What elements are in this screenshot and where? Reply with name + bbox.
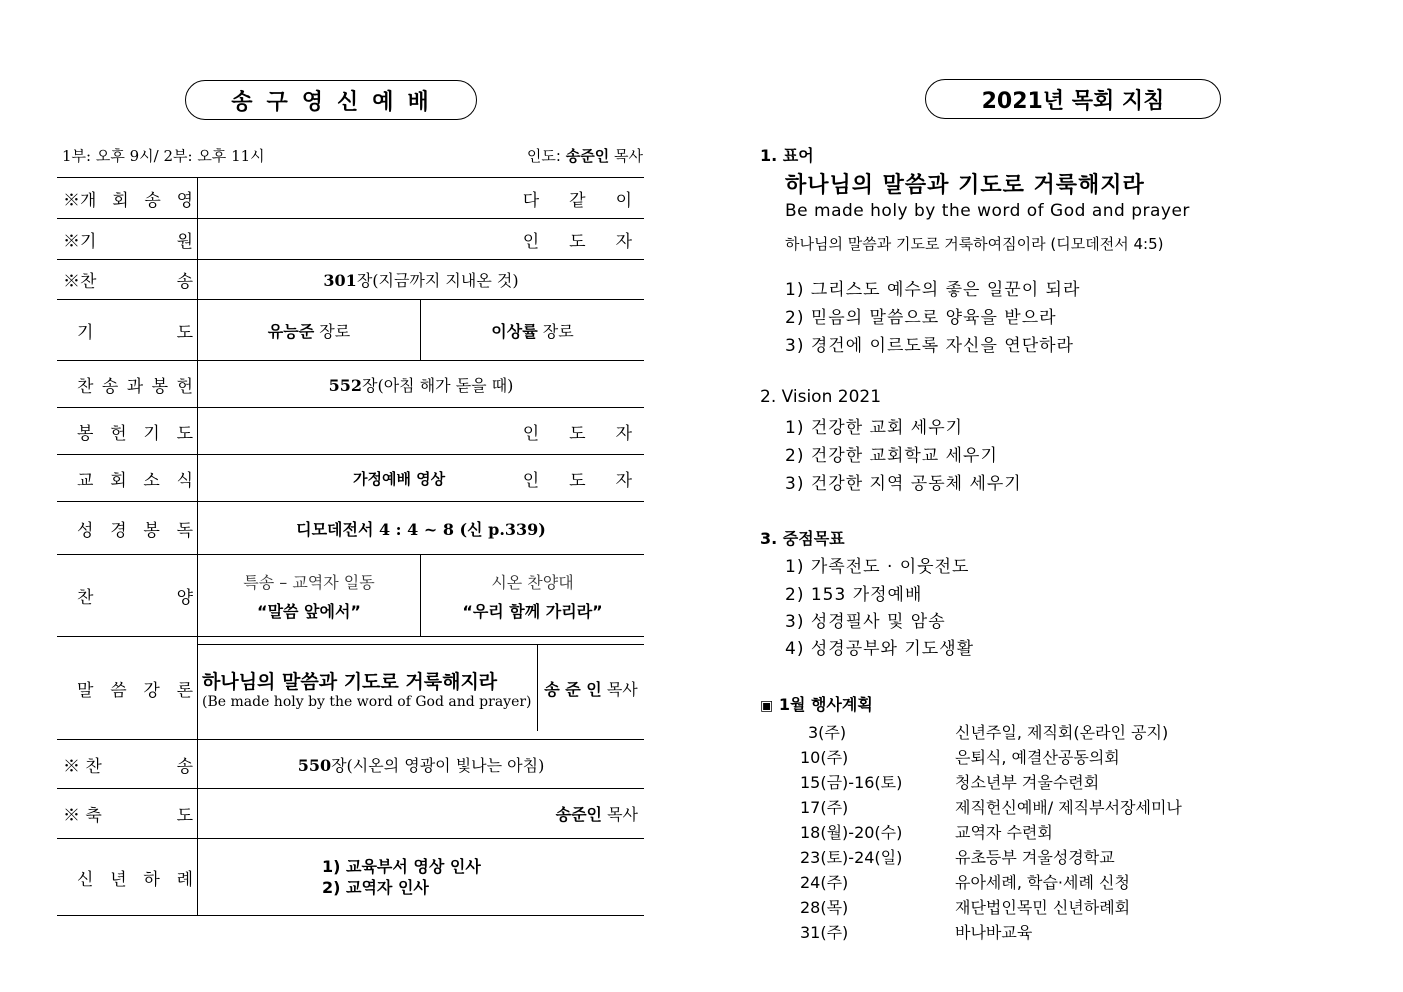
sermon-title: 하나님의 말씀과 기도로 거룩해지라 — [202, 670, 498, 693]
value-char: 자 — [615, 470, 632, 491]
event-description: 바나바교육 — [955, 923, 1033, 942]
row-label — [57, 408, 198, 455]
section-heading-goals: 3. 중점목표 — [760, 529, 845, 548]
label-char: 하 — [143, 869, 160, 890]
row-invocation — [57, 219, 644, 260]
event-date: 28(목) — [800, 898, 849, 917]
row-label — [57, 555, 198, 637]
news-content: 가정예배 영상 — [353, 469, 446, 488]
value-char: 인 — [522, 470, 540, 491]
value-char: 도 — [569, 423, 586, 444]
event-description: 은퇴식, 예결산공동의회 — [955, 748, 1120, 767]
vision-item-2: 2) 건강한 교회학교 세우기 — [785, 446, 998, 466]
row-value — [198, 839, 645, 916]
value-char: 이 — [615, 190, 632, 211]
sermon-cell — [198, 637, 645, 740]
preacher-name: 송 준 인 — [544, 679, 602, 699]
event-date: 10(주) — [800, 748, 849, 767]
label-char: 과 — [126, 376, 144, 397]
row-label — [57, 178, 198, 219]
event-date: 23(토)-24(일) — [800, 848, 903, 867]
label-char: 찬 — [77, 376, 94, 397]
row-label — [57, 839, 198, 916]
goal-item-2: 2) 153 가정예배 — [785, 585, 923, 605]
row-label — [57, 789, 198, 839]
motto: 하나님의 말씀과 기도로 거룩해지라 — [785, 173, 1145, 198]
row-scripture — [57, 502, 644, 555]
label-char: 헌 — [110, 423, 127, 444]
label-char: 송 — [176, 272, 193, 292]
row-new-year-greeting — [57, 839, 644, 916]
event-description: 교역자 수련회 — [955, 823, 1053, 842]
label-char: 씀 — [110, 680, 127, 701]
value-char: 자 — [615, 231, 632, 252]
event-date: 17(주) — [800, 798, 849, 817]
value-char: 자 — [615, 423, 632, 444]
row-offering-prayer — [57, 408, 644, 455]
guidelines-title: 2021년 목회 지침 — [925, 79, 1221, 119]
prayer-role-1: 장로 — [319, 321, 351, 341]
row-value — [198, 361, 645, 408]
value-char: 같 — [569, 190, 586, 211]
prayer-second — [421, 300, 645, 361]
worship-title: 송구영신예배 — [185, 80, 477, 120]
label-char: ※ 축 — [63, 806, 102, 826]
row-value — [198, 178, 645, 219]
anthem-special — [198, 555, 421, 637]
leader-role: 목사 — [614, 147, 643, 165]
hymn-number: 301 — [323, 271, 357, 290]
label-char: 독 — [176, 520, 193, 541]
vision-item-1: 1) 건강한 교회 세우기 — [785, 418, 964, 438]
label-char: ※ 찬 — [63, 756, 102, 777]
value-char: 인 — [522, 231, 540, 252]
label-char: 신 — [77, 869, 94, 890]
row-label — [57, 637, 198, 740]
preacher-role: 목사 — [606, 679, 638, 699]
row-value — [198, 408, 645, 455]
choir-song: “우리 함께 가리라” — [462, 601, 603, 621]
prayer-role-2: 장로 — [542, 321, 574, 341]
sermon-subtitle: (Be made holy by the word of God and prayer) — [202, 693, 532, 710]
leader-label: 인도: — [526, 147, 561, 165]
hymn-title: 장(시온의 영광이 빛나는 아침) — [331, 755, 545, 775]
label-char: 헌 — [176, 376, 193, 397]
label-char: 기 — [143, 423, 160, 444]
greeting-item-2: 2) 교역자 인사 — [322, 878, 429, 897]
label-char: 강 — [143, 680, 160, 701]
row-opening-hymn — [57, 178, 644, 219]
events-heading — [760, 692, 873, 715]
label-char: 도 — [176, 423, 193, 444]
label-char: ※찬 — [63, 272, 97, 292]
label-char: 도 — [176, 322, 193, 343]
service-leader — [527, 145, 643, 166]
value-char: 도 — [569, 231, 586, 252]
label-char: 회 — [112, 190, 129, 211]
event-date: 15(금)-16(토) — [800, 773, 903, 792]
prayer-first — [198, 300, 421, 361]
row-offering — [57, 361, 644, 408]
label-char: 영 — [176, 190, 193, 211]
label-char: 회 — [110, 470, 127, 491]
row-hymn-2 — [57, 740, 644, 789]
label-char: 봉 — [143, 520, 160, 541]
leader-name: 송준인 — [565, 147, 610, 165]
event-description: 제직헌신예배/ 제직부서장세미나 — [955, 798, 1182, 817]
motto-english: Be made holy by the word of God and prayer — [785, 201, 1190, 221]
label-char: 례 — [176, 869, 193, 890]
row-label — [57, 455, 198, 502]
row-hymn-1 — [57, 260, 644, 300]
label-char: 식 — [176, 470, 193, 491]
row-label — [57, 361, 198, 408]
label-char: 송 — [101, 376, 119, 397]
benediction-role: 목사 — [607, 805, 638, 824]
label-char: 교 — [77, 470, 94, 491]
event-date: 18(월)-20(수) — [800, 823, 903, 842]
hymn-number: 550 — [297, 755, 332, 775]
goal-item-4: 4) 성경공부와 기도생활 — [785, 639, 975, 659]
row-label — [57, 300, 198, 361]
motto-verse: 하나님의 말씀과 기도로 거룩하여짐이라 (디모데전서 4:5) — [785, 235, 1164, 253]
row-value — [198, 455, 645, 502]
motto-item-1: 1) 그리스도 예수의 좋은 일꾼이 되라 — [785, 280, 1081, 300]
row-sermon — [57, 637, 644, 740]
label-char: 봉 — [151, 376, 169, 397]
events-heading-text: 1월 행사계획 — [778, 695, 873, 714]
label-char: 말 — [77, 680, 94, 701]
label-char: 경 — [110, 520, 127, 541]
label-char: 론 — [176, 680, 193, 701]
section-heading-vision: 2. Vision 2021 — [760, 387, 882, 407]
anthem-song: “말씀 앞에서” — [257, 601, 361, 621]
event-date: 31(주) — [800, 923, 849, 942]
row-benediction — [57, 789, 644, 839]
anthem-performer: 특송 – 교역자 일동 — [243, 572, 375, 592]
event-description: 유초등부 겨울성경학교 — [955, 848, 1115, 867]
value-char: 다 — [522, 190, 540, 211]
hymn-title: 장(아침 해가 돋을 때) — [362, 375, 514, 395]
label-char: 봉 — [77, 423, 94, 444]
row-value — [198, 789, 645, 839]
event-description: 재단법인목민 신년하례회 — [955, 898, 1131, 917]
vision-item-3: 3) 건강한 지역 공동체 세우기 — [785, 474, 1022, 494]
greeting-item-1: 1) 교육부서 영상 인사 — [322, 857, 481, 876]
benediction-name: 송준인 — [555, 805, 602, 824]
row-label — [57, 740, 198, 789]
hymn-title: 장(지금까지 지내온 것) — [356, 271, 519, 290]
square-bullet-icon: ▣ — [760, 698, 774, 714]
row-value — [198, 219, 645, 260]
motto-item-3: 3) 경건에 이르도록 자신을 연단하라 — [785, 336, 1074, 356]
row-label — [57, 502, 198, 555]
label-char: 원 — [176, 231, 193, 252]
row-anthem — [57, 555, 644, 637]
label-char: 송 — [176, 756, 193, 777]
value-char: 인 — [522, 423, 540, 444]
prayer-name-2: 이상률 — [491, 321, 538, 341]
order-of-worship-table — [57, 177, 644, 916]
label-char: 년 — [110, 869, 127, 890]
value-char: 도 — [569, 470, 586, 491]
service-times: 1부: 오후 9시/ 2부: 오후 11시 — [62, 147, 265, 165]
goal-item-3: 3) 성경필사 및 암송 — [785, 612, 946, 632]
row-church-news — [57, 455, 644, 502]
row-label — [57, 260, 198, 300]
label-char: 찬 — [77, 588, 94, 608]
event-date: 24(주) — [800, 873, 849, 892]
choir-name: 시온 찬양대 — [491, 572, 574, 592]
label-char: 송 — [144, 190, 161, 211]
label-char: 성 — [77, 520, 94, 541]
label-char: ※개 — [63, 190, 97, 211]
prayer-name-1: 유능준 — [267, 321, 315, 341]
label-char: 소 — [143, 470, 160, 491]
goal-item-1: 1) 가족전도 · 이웃전도 — [785, 557, 970, 577]
hymn-number: 552 — [328, 375, 362, 395]
event-description: 청소년부 겨울수련회 — [955, 773, 1100, 792]
section-heading-motto: 1. 표어 — [760, 146, 814, 165]
row-prayer — [57, 300, 644, 361]
row-value — [198, 740, 645, 789]
label-char: 양 — [176, 588, 193, 608]
row-value — [198, 260, 645, 300]
event-date: 3(주) — [808, 723, 847, 742]
event-description: 신년주일, 제직회(온라인 공지) — [955, 723, 1169, 742]
motto-item-2: 2) 믿음의 말씀으로 양육을 받으라 — [785, 308, 1057, 328]
label-char: 기 — [77, 322, 94, 343]
scripture-reference: 디모데전서 4 : 4 ~ 8 (신 p.339) — [198, 502, 645, 555]
row-label — [57, 219, 198, 260]
event-description: 유아세례, 학습·세례 신청 — [955, 873, 1130, 892]
anthem-choir — [421, 555, 645, 637]
label-char: ※기 — [63, 231, 97, 252]
label-char: 도 — [176, 806, 193, 826]
